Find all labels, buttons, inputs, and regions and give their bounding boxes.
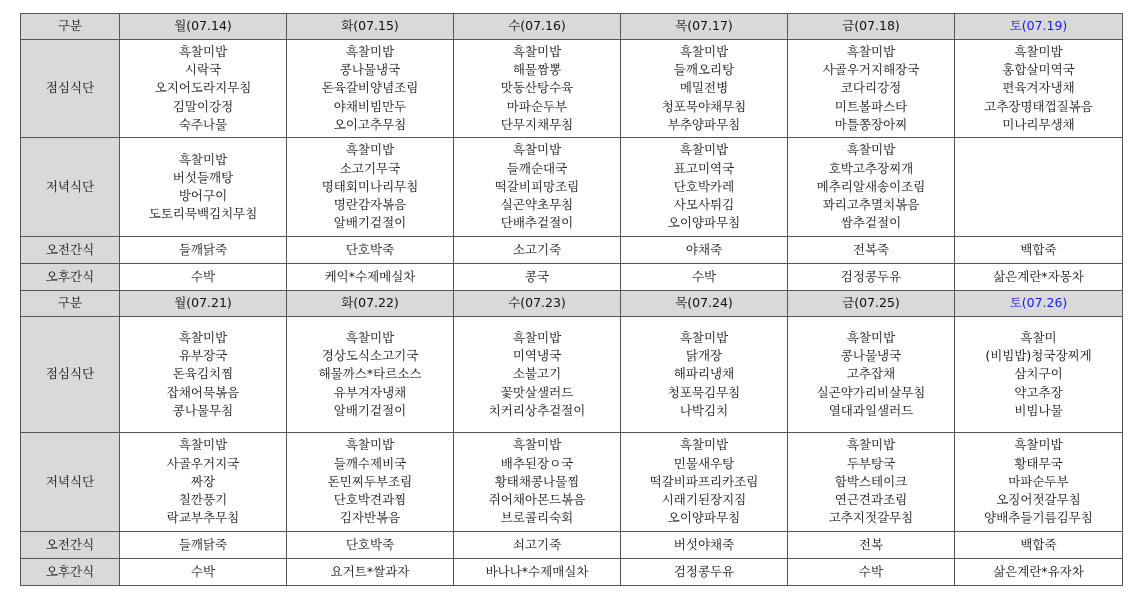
am-snack-cell: 전복	[788, 532, 955, 559]
menu-item: 버섯들깨탕	[172, 169, 234, 185]
menu-item: 약고추장	[1014, 384, 1063, 400]
menu-item: 편육겨자냉채	[1002, 80, 1075, 96]
menu-item: 두부탕국	[846, 455, 896, 471]
lunch-menu-cell	[955, 317, 1123, 433]
day-header: 토(07.26)	[955, 291, 1123, 317]
menu-item: 메밀전병	[679, 80, 729, 96]
lunch-menu-cell	[621, 40, 788, 138]
menu-item: 흑찰미밥	[846, 329, 896, 345]
pm-snack-cell: 요거트*쌀과자	[287, 559, 454, 586]
menu-item: 흑찰미밥	[679, 437, 729, 453]
am-snack-cell: 단호박죽	[287, 532, 454, 559]
am-snack-cell: 전복죽	[788, 237, 955, 264]
lunch-menu-cell	[287, 317, 454, 433]
am-snack-row	[21, 237, 1123, 264]
menu-item: 락교부추무침	[166, 510, 240, 526]
menu-item: 김말이강정	[172, 98, 234, 114]
menu-item: 흑찰미밥	[679, 43, 729, 59]
menu-item: 브로콜리숙회	[500, 510, 574, 526]
menu-item: 닭개장	[685, 348, 723, 364]
menu-item: 흑찰미밥	[512, 329, 562, 345]
menu-item: 열대과일샐러드	[828, 402, 914, 418]
lunch-menu-cell	[120, 40, 287, 138]
menu-item: 흑찰미밥	[846, 142, 896, 158]
menu-item: 흑찰미밥	[1014, 43, 1063, 59]
menu-item: 흑찰미밥	[679, 329, 729, 345]
am-snack-cell: 백합죽	[955, 532, 1123, 559]
pm-snack-cell: 삶은계란*유자차	[955, 559, 1123, 586]
menu-item: 흑찰미밥	[345, 437, 395, 453]
lunch-row	[21, 317, 1123, 433]
menu-item: 경상도식소고기국	[321, 348, 419, 364]
menu-item: 흑찰미밥	[178, 43, 228, 59]
day-header: 화(07.22)	[287, 291, 454, 317]
pm-snack-row-label: 오후간식	[21, 264, 120, 291]
menu-item: 미나리무생채	[1002, 116, 1075, 132]
dinner-menu-cell	[120, 433, 287, 532]
dinner-menu-cell	[287, 433, 454, 532]
menu-item: 흑찰미밥	[846, 437, 896, 453]
dinner-menu-cell	[788, 433, 955, 532]
menu-item: 유부장국	[178, 348, 228, 364]
menu-item: 흑찰미밥	[178, 437, 228, 453]
menu-item: 고추장명태껍질볶음	[984, 98, 1093, 114]
menu-item: 민물새우탕	[673, 455, 735, 471]
menu-item: 김자반볶음	[339, 510, 401, 526]
menu-item: 비빔나물	[1014, 402, 1063, 418]
menu-item: 오징어젓갈무침	[996, 492, 1081, 508]
pm-snack-cell: 바나나*수제매실차	[454, 559, 621, 586]
day-header: 금(07.25)	[788, 291, 955, 317]
menu-item: 메추리알새송이조림	[816, 178, 926, 194]
menu-item: 청포묵김무침	[667, 384, 741, 400]
am-snack-cell: 단호박죽	[287, 237, 454, 264]
pm-snack-cell: 수박	[788, 559, 955, 586]
menu-item: 표고미역국	[673, 160, 735, 176]
lunch-menu-cell	[454, 317, 621, 433]
menu-item: 사모사튀김	[673, 197, 735, 213]
menu-item: 나박김치	[679, 402, 729, 418]
header-label: 구분	[21, 291, 120, 317]
menu-item: 소불고기	[512, 366, 562, 382]
dinner-menu-cell	[955, 433, 1123, 532]
menu-item: 마파순두부	[506, 98, 568, 114]
menu-item: 명란감자볶음	[333, 197, 407, 213]
menu-item: 돈육김치찜	[172, 366, 234, 382]
lunch-row-label: 점심식단	[21, 317, 120, 433]
day-header: 목(07.17)	[621, 14, 788, 40]
dinner-row-label: 저녁식단	[21, 138, 120, 237]
meal-plan-table	[20, 13, 1123, 586]
menu-item: 흑찰미밥	[512, 43, 562, 59]
dinner-row	[21, 138, 1123, 237]
day-header: 수(07.23)	[454, 291, 621, 317]
menu-item: 흑찰미밥	[679, 142, 729, 158]
menu-item: 꽃맛살샐러드	[500, 384, 574, 400]
pm-snack-row	[21, 559, 1123, 586]
menu-item: 홍합살미역국	[1002, 62, 1075, 78]
menu-item: 오이양파무침	[667, 510, 741, 526]
lunch-menu-cell	[788, 317, 955, 433]
menu-item: 마틀쫑장아찌	[834, 116, 908, 132]
menu-item: 단배추겉절이	[500, 215, 574, 231]
menu-item: 코다리강정	[840, 80, 902, 96]
menu-item: 흑찰미밥	[512, 142, 562, 158]
menu-item: 돈민찌두부조림	[327, 473, 413, 489]
menu-item: 시락국	[184, 62, 222, 78]
pm-snack-row	[21, 264, 1123, 291]
menu-item: 함박스테이크	[834, 473, 908, 489]
lunch-menu-cell	[287, 40, 454, 138]
menu-item: 꽈리고추멸치볶음	[822, 197, 920, 213]
dinner-menu-cell	[621, 433, 788, 532]
menu-item: 부추양파무침	[667, 116, 741, 132]
menu-item: 단호박견과찜	[333, 492, 407, 508]
dinner-row-label: 저녁식단	[21, 433, 120, 532]
menu-item: 떡갈비피망조림	[494, 178, 580, 194]
day-header-row	[21, 291, 1123, 317]
menu-item: 삼치구이	[1014, 366, 1063, 382]
menu-item: 흑찰미밥	[1014, 437, 1063, 453]
menu-item: 콩나물냉국	[339, 62, 401, 78]
menu-item: 고추잡채	[846, 366, 896, 382]
menu-item: 호박고추장찌개	[828, 160, 914, 176]
pm-snack-cell: 수박	[120, 264, 287, 291]
day-header: 월(07.14)	[120, 14, 287, 40]
header-label: 구분	[21, 14, 120, 40]
menu-item: 쥐어채아몬드볶음	[488, 492, 586, 508]
menu-item: 알배기겉절이	[333, 215, 407, 231]
menu-item: 해물까스*타르소스	[318, 366, 422, 382]
menu-item: 치커리상추겉절이	[488, 402, 586, 418]
pm-snack-row-label: 오후간식	[21, 559, 120, 586]
menu-item: 황태채콩나물찜	[494, 473, 580, 489]
pm-snack-cell: 삶은계란*자몽차	[955, 264, 1123, 291]
pm-snack-cell: 검정콩두유	[788, 264, 955, 291]
menu-item: 단호박카레	[673, 178, 735, 194]
menu-item: 떡갈비파프리카조림	[649, 473, 759, 489]
dinner-menu-cell	[120, 138, 287, 237]
lunch-menu-cell	[788, 40, 955, 138]
pm-snack-cell: 수박	[621, 264, 788, 291]
menu-item: 짜장	[190, 473, 216, 489]
menu-item: 오이양파무침	[667, 215, 741, 231]
menu-item: 흑찰미밥	[178, 151, 228, 167]
menu-item: 연근견과조림	[834, 492, 908, 508]
menu-item: 야채비빔만두	[333, 98, 407, 114]
day-header-row	[21, 14, 1123, 40]
am-snack-cell: 버섯야채죽	[621, 532, 788, 559]
dinner-menu-cell	[788, 138, 955, 237]
menu-item: 흑찰미밥	[345, 142, 395, 158]
menu-item: 마파순두부	[1008, 473, 1069, 489]
menu-item: 고추지젓갈무침	[828, 510, 914, 526]
menu-item: 청포묵야채무침	[661, 98, 747, 114]
menu-item: 황태무국	[1014, 455, 1063, 471]
am-snack-cell: 소고기죽	[454, 237, 621, 264]
menu-item: 흑찰미밥	[846, 43, 896, 59]
menu-item: 소고기무국	[339, 160, 401, 176]
menu-item: 시래기된장지짐	[661, 492, 747, 508]
menu-item: 미트볼파스타	[834, 98, 908, 114]
menu-item: 들깨오리탕	[673, 62, 735, 78]
dinner-menu-cell	[287, 138, 454, 237]
menu-item: 콩나물무침	[172, 402, 234, 418]
dinner-menu-cell	[454, 433, 621, 532]
day-header: 수(07.16)	[454, 14, 621, 40]
lunch-menu-cell	[621, 317, 788, 433]
dinner-row	[21, 433, 1123, 532]
menu-item: 해파리냉채	[673, 366, 735, 382]
menu-item: 들깨수제비국	[333, 455, 407, 471]
day-header: 금(07.18)	[788, 14, 955, 40]
day-header: 화(07.15)	[287, 14, 454, 40]
day-header: 월(07.21)	[120, 291, 287, 317]
menu-item: (비빔밥)청국장찌게	[985, 348, 1092, 364]
menu-item: 돈육갈비양념조림	[321, 80, 419, 96]
menu-item: 콩나물냉국	[840, 348, 902, 364]
menu-item: 오이고추무침	[333, 116, 407, 132]
am-snack-cell: 들깨닭죽	[120, 532, 287, 559]
menu-item: 흑찰미밥	[512, 437, 562, 453]
am-snack-cell: 쇠고기죽	[454, 532, 621, 559]
menu-item: 명태회미나리무침	[321, 178, 419, 194]
day-header: 목(07.24)	[621, 291, 788, 317]
am-snack-row-label: 오전간식	[21, 532, 120, 559]
day-header: 토(07.19)	[955, 14, 1123, 40]
pm-snack-cell: 수박	[120, 559, 287, 586]
menu-item: 맛동산탕수육	[500, 80, 574, 96]
menu-item: 단무지채무침	[500, 116, 574, 132]
lunch-menu-cell	[120, 317, 287, 433]
menu-item: 해물짬뽕	[512, 62, 562, 78]
lunch-row	[21, 40, 1123, 138]
am-snack-row-label: 오전간식	[21, 237, 120, 264]
menu-item: 흑찰미밥	[178, 329, 228, 345]
am-snack-cell: 백합죽	[955, 237, 1123, 264]
am-snack-row	[21, 532, 1123, 559]
pm-snack-cell: 케익*수제메실차	[287, 264, 454, 291]
dinner-menu-cell	[454, 138, 621, 237]
pm-snack-cell: 검정콩두유	[621, 559, 788, 586]
lunch-menu-cell	[955, 40, 1123, 138]
menu-item: 숙주나물	[178, 116, 228, 132]
lunch-row-label: 점심식단	[21, 40, 120, 138]
menu-item: 흑찰미밥	[345, 43, 395, 59]
menu-item: 쌈추겉절이	[840, 215, 902, 231]
dinner-menu-cell	[955, 138, 1123, 237]
menu-item: 도토리묵백김치무침	[148, 206, 258, 222]
menu-item: 방어구이	[178, 188, 228, 203]
menu-item: 칠깐풍기	[178, 492, 228, 508]
menu-item: 양배추들기름김무침	[984, 510, 1093, 526]
menu-item: 사골우거지국	[166, 455, 240, 471]
lunch-menu-cell	[454, 40, 621, 138]
menu-item: 흑찰미	[1020, 329, 1057, 345]
menu-item: 들깨순대국	[506, 160, 568, 176]
menu-item: 오지어도라지무침	[154, 80, 252, 96]
menu-item: 실곤약가리비살무침	[816, 384, 926, 400]
am-snack-cell: 들깨닭죽	[120, 237, 287, 264]
menu-item: 알배기겉절이	[333, 402, 407, 418]
menu-item: 사골우거지해장국	[822, 62, 920, 78]
menu-item: 흑찰미밥	[345, 329, 395, 345]
menu-item: 실곤약초무침	[500, 197, 574, 213]
menu-item: 유부겨자냉채	[333, 384, 407, 400]
dinner-menu-cell	[621, 138, 788, 237]
menu-item: 잡채어묵볶음	[166, 384, 240, 400]
am-snack-cell: 야채죽	[621, 237, 788, 264]
menu-item: 미역냉국	[512, 348, 562, 364]
pm-snack-cell: 콩국	[454, 264, 621, 291]
menu-item: 배추된장ㅇ국	[500, 455, 574, 471]
